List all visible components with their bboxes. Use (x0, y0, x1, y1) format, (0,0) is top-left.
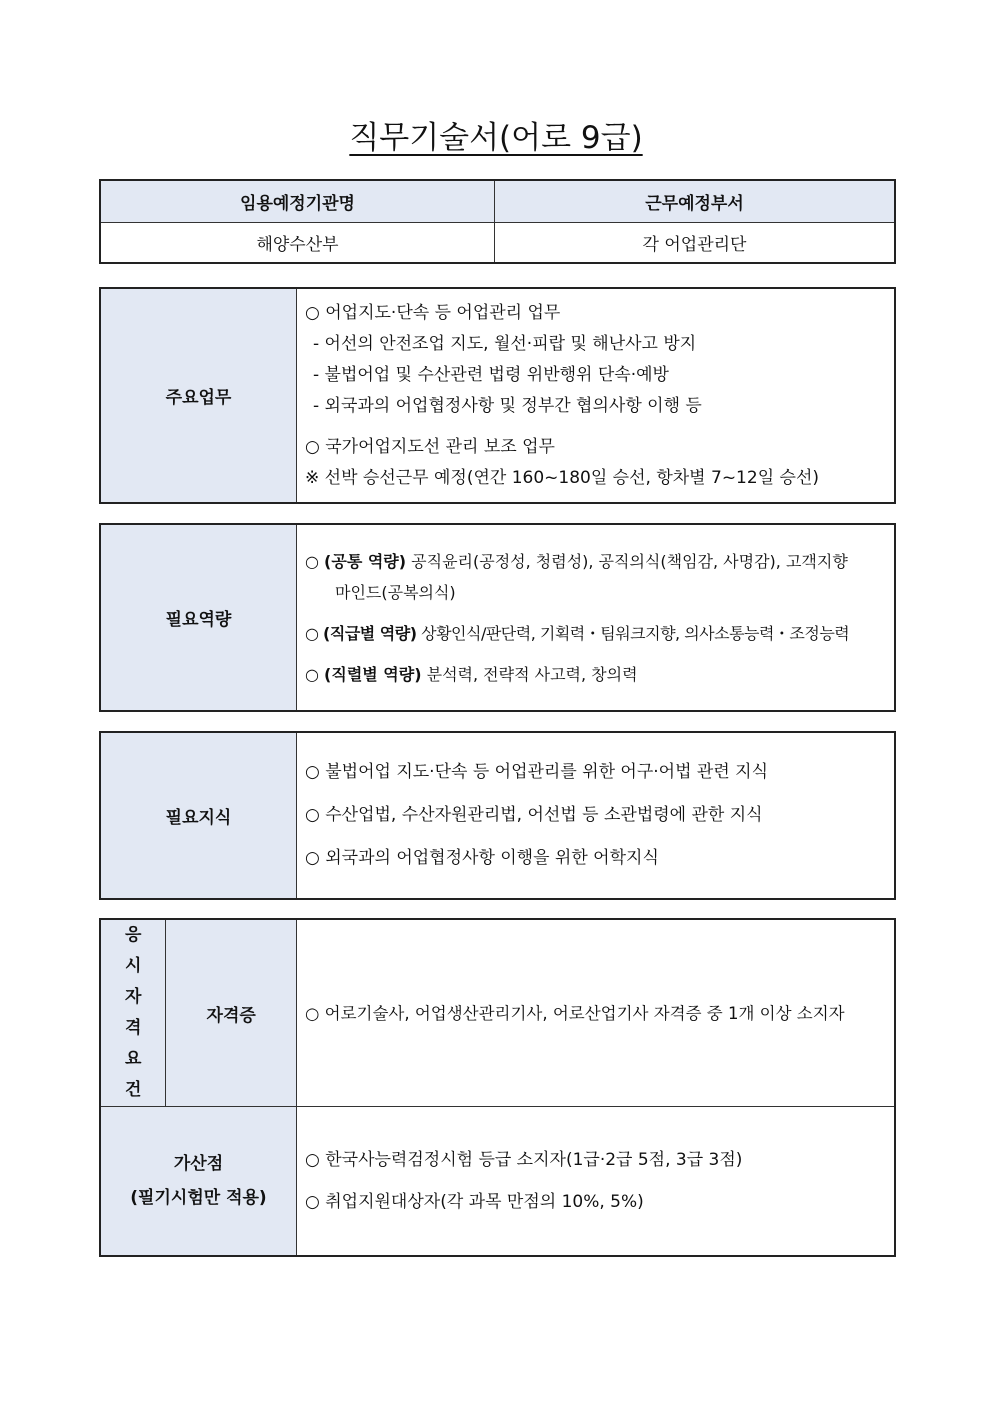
knowledge-table (99, 731, 896, 900)
cert-label: 자격증 (166, 919, 297, 1107)
cert-line: ○ 어로기술사, 어업생산관리기사, 어로산업기사 자격증 중 1개 이상 소지자 (305, 1003, 845, 1023)
bonus-title: 가산점 (173, 1154, 224, 1174)
bonus-label (100, 1107, 297, 1257)
competency-item: ○ (공통 역량) 공직윤리(공정성, 청렴성), 공직의식(책임감, 사명감), 고객지향 (305, 551, 848, 571)
competency-label: 필요역량 (100, 524, 297, 711)
duty-line: - 불법어업 및 수산관련 법령 위반행위 단속·예방 (313, 364, 669, 385)
bonus-content (297, 1107, 896, 1257)
duty-line: - 외국과의 어업협정사항 및 정부간 협의사항 이행 등 (313, 395, 702, 416)
info-table (99, 179, 896, 264)
competency-item: ○ (직렬별 역량) 분석력, 전략적 사고력, 창의력 (305, 664, 638, 684)
competency-item-cont: 마인드(공복의식) (335, 582, 456, 602)
knowledge-content (297, 732, 896, 899)
competency-table (99, 523, 896, 712)
duties-table (99, 287, 896, 504)
knowledge-line: ○ 외국과의 어업협정사항 이행을 위한 어학지식 (305, 848, 659, 868)
duties-label: 주요업무 (100, 288, 297, 503)
bonus-line: ○ 취업지원대상자(각 과목 만점의 10%, 5%) (305, 1192, 644, 1212)
header-department: 근무예정부서 (495, 180, 896, 222)
duty-line: ○ 어업지도·단속 등 어업관리 업무 (305, 302, 561, 323)
competency-item: ○ (직급별 역량) 상황인식/판단력, 기획력・팀워크지향, 의사소통능력・조정능력 (305, 623, 850, 643)
cert-content (297, 919, 896, 1107)
department-value: 각 어업관리단 (495, 222, 896, 263)
duties-content (297, 288, 896, 503)
agency-value: 해양수산부 (100, 222, 495, 263)
bonus-line: ○ 한국사능력검정시험 등급 소지자(1급·2급 5점, 3급 3점) (305, 1150, 743, 1170)
knowledge-line: ○ 불법어업 지도·단속 등 어업관리를 위한 어구·어법 관련 지식 (305, 762, 768, 782)
header-agency: 임용예정기관명 (100, 180, 495, 222)
requirements-table (99, 918, 896, 1257)
duty-line: ○ 국가어업지도선 관리 보조 업무 (305, 436, 555, 457)
duty-note: ※ 선박 승선근무 예정(연간 160~180일 승선, 항차별 7~12일 승선) (305, 467, 819, 488)
bonus-subtitle: (필기시험만 적용) (130, 1188, 267, 1208)
requirements-vertical-label: 응 시 자 격 요 건 (100, 919, 166, 1107)
knowledge-line: ○ 수산업법, 수산자원관리법, 어선법 등 소관법령에 관한 지식 (305, 805, 763, 825)
page-title: 직무기술서(어로 9급) (349, 120, 643, 156)
knowledge-label: 필요지식 (100, 732, 297, 899)
duty-line: - 어선의 안전조업 지도, 월선·피랍 및 해난사고 방지 (313, 333, 697, 354)
competency-content (297, 524, 896, 711)
